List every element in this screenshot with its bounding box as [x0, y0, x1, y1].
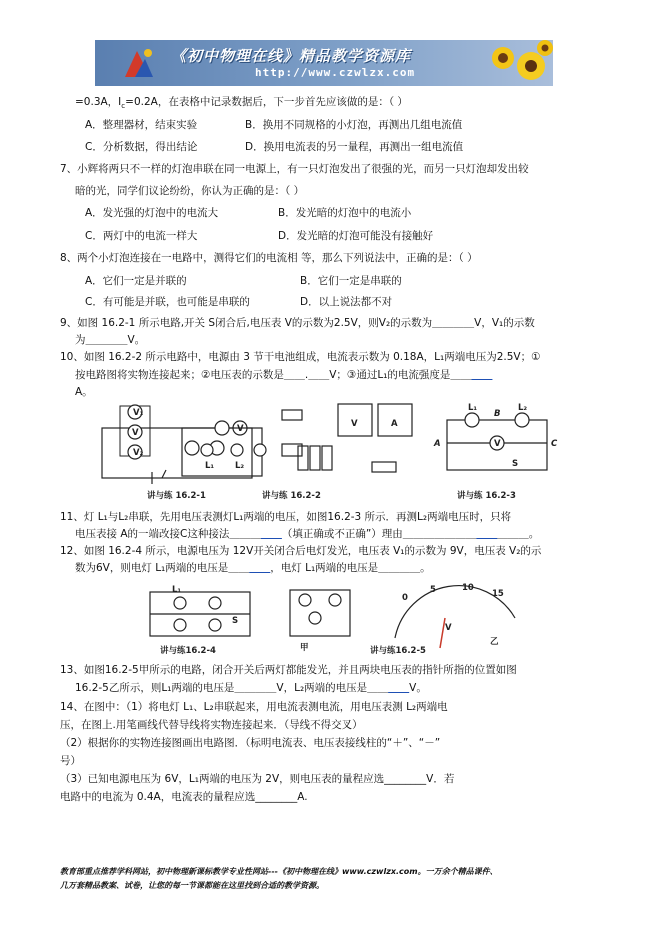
q6-stem-tail: =0.3A，$I_c=0.2A$，在表格中记录数据后，下一步首先应该做的是：（ ）: [75, 96, 408, 111]
q13-stem: 13、如图16.2-5甲所示的电路，闭合开关后两灯都能发光，并且两块电压表的指针所指的位置如图: [60, 664, 517, 676]
q12-stem: 12、如图 16.2-4 所示，电源电压为 12V开关闭合后电灯发光，电压表 V₁的示数为 9V，电压表 V₂的示: [60, 545, 542, 557]
jia-label: 甲: [300, 643, 309, 653]
q6-option-b: B．换用不同规格的小灯泡，再测出几组电流值: [245, 119, 463, 131]
q11-stem: 11、灯 L₁与L₂串联，先用电压表测灯L₁两端的电压，如图16.2-3 所示．再测L₂两端电压时，只将: [60, 511, 512, 523]
q6-option-d: D．换用电流表的另一量程，再测出一组电流值: [245, 141, 464, 153]
v-label-3: V: [494, 439, 501, 449]
q8-stem: 8、两个小灯泡连接在一电路中，测得它们的电流相 等，那么下列说法中，正确的是：（ ）: [60, 252, 478, 264]
q10-stem-3: A。: [75, 386, 93, 398]
q7-option-b: B．发光暗的灯泡中的电流小: [278, 207, 412, 219]
caption-16-2-1: 讲与练 16.2-1: [147, 491, 206, 501]
l2-label: L₂: [235, 461, 245, 471]
v2-label: V₂: [133, 448, 144, 458]
q7-stem-2: 暗的光，同学们议论纷纷，你认为正确的是：（ ）: [75, 185, 305, 197]
l1-label-4: L₁: [172, 585, 182, 595]
banner-url: http://www.czwlzx.com: [255, 66, 416, 79]
q6-option-c: C．分析数据，得出结论: [85, 141, 198, 153]
q14-part-3b: 电路中的电流为 0.4A，电流表的量程应选________A.: [60, 791, 308, 803]
site-logo-icon: [121, 45, 157, 81]
q14-part-2b: 号）: [60, 755, 81, 767]
header-banner: [95, 40, 553, 86]
q8-option-a: A．它们一定是并联的: [85, 275, 187, 287]
q13-stem-2: 16.2-5乙所示，则L₁两端的电压是＿＿＿＿V，L₂两端的电压是＿＿＿＿V。: [75, 682, 427, 694]
sunflower-icon: [483, 40, 553, 86]
s-label-4: S: [232, 616, 239, 626]
q7-option-d: D．发光暗的灯泡可能没有接触好: [278, 230, 434, 242]
q7-option-c: C．两灯中的电流一样大: [85, 230, 198, 242]
switch-s-label: S: [512, 459, 519, 469]
l1-label-3: L₁: [468, 403, 478, 413]
meter-tick-15: 15: [492, 589, 504, 599]
meter-tick-5: 5: [430, 585, 436, 595]
meter-tick-0: 0: [402, 593, 408, 603]
q8-option-b: B．它们一定是串联的: [300, 275, 402, 287]
q9-stem: 9、如图 16.2-1 所示电路,开关 S闭合后,电压表 V的示数为2.5V，则V₂的示数为＿＿＿＿V，V₁的示数: [60, 317, 535, 329]
caption-16-2-3: 讲与练 16.2-3: [457, 491, 516, 501]
q10-stem-2: 按电路图将实物连接起来；②电压表的示数是＿＿.＿＿V；③通过L₁的电流强度是＿＿＿＿: [75, 369, 493, 381]
circuit-16-2-2: [182, 404, 412, 476]
circuit-16-2-5-jia: [290, 590, 350, 636]
q10-stem: 10、如图 16.2-2 所示电路中，电源由 3 节干电池组成，电流表示数为 0.18A，L₁两端电压为2.5V；①: [60, 351, 541, 363]
yi-label: 乙: [490, 637, 499, 647]
q14-part-3: （3）已知电源电压为 6V，L₁两端的电压为 2V，则电压表的量程应选________V．若: [60, 773, 455, 785]
figures-16-2-1-to-3: [92, 398, 592, 502]
q11-stem-2: 电压表接 A的一端改接C这种接法＿＿＿＿＿（填正确或不正确”）理由＿＿＿＿＿＿＿＿＿＿＿＿。: [75, 528, 540, 540]
caption-16-2-4: 讲与练16.2-4: [160, 646, 216, 656]
l2-label-3: L₂: [518, 403, 528, 413]
q14-stem-2: 压，在图上.用笔画线代替导线将实物连接起来．（导线不得交叉）: [60, 719, 363, 731]
q8-option-d: D．以上说法都不对: [300, 296, 393, 308]
caption-16-2-2: 讲与练 16.2-2: [262, 491, 321, 501]
circuit-16-2-1: [102, 405, 252, 484]
caption-16-2-5: 讲与练16.2-5: [370, 646, 426, 656]
point-a-label: A: [434, 439, 441, 449]
v-label: V: [132, 428, 139, 438]
ammeter-a-label: A: [391, 419, 398, 429]
q7-option-a: A．发光强的灯泡中的电流大: [85, 207, 219, 219]
circuit-16-2-4: [150, 592, 250, 636]
q14-stem: 14、在图中：（1）将电灯 L₁、L₂串联起来，用电流表测电流，用电压表测 L₂两端电: [60, 701, 448, 713]
q8-option-c: C．有可能是并联，也可能是串联的: [85, 296, 250, 308]
point-b-label: B: [494, 409, 501, 419]
ammeter-label: V: [237, 424, 244, 434]
q6-option-a: A．整理器材，结束实验: [85, 119, 198, 131]
q12-stem-2: 数为6V，则电灯 L₁两端的电压是＿＿＿＿，电灯 L₁两端的电压是＿＿＿＿。: [75, 562, 431, 574]
point-c-label: C: [551, 439, 558, 449]
q7-stem: 7、小辉将两只不一样的灯泡串联在同一电源上，有一只灯泡发出了很强的光，而另一只灯泡却发出较: [60, 163, 529, 175]
footer-line-2: 几万套精品教案、试卷，让您的每一节课都能在这里找到合适的教学资源。: [60, 881, 324, 890]
figures-16-2-4-and-5: [140, 578, 560, 656]
meter-v-label: V: [445, 623, 452, 633]
voltmeter-v-label: V: [351, 419, 358, 429]
v1-label: V₁: [133, 408, 144, 418]
q14-part-2: （2）根据你的实物连接图画出电路图．（标明电流表、电压表接线柱的“＋”、“－”: [60, 737, 441, 749]
banner-title: 《初中物理在线》精品教学资源库: [171, 47, 412, 65]
meter-tick-10: 10: [462, 583, 474, 593]
q9-stem-2: 为＿＿＿＿V。: [75, 334, 146, 346]
footer-line-1: 教育部重点推荐学科网站，初中物理新课标教学专业性网站---《初中物理在线》www.czwlzx.com。一万余个精品课件、: [60, 867, 498, 876]
l1-label: L₁: [205, 461, 215, 471]
